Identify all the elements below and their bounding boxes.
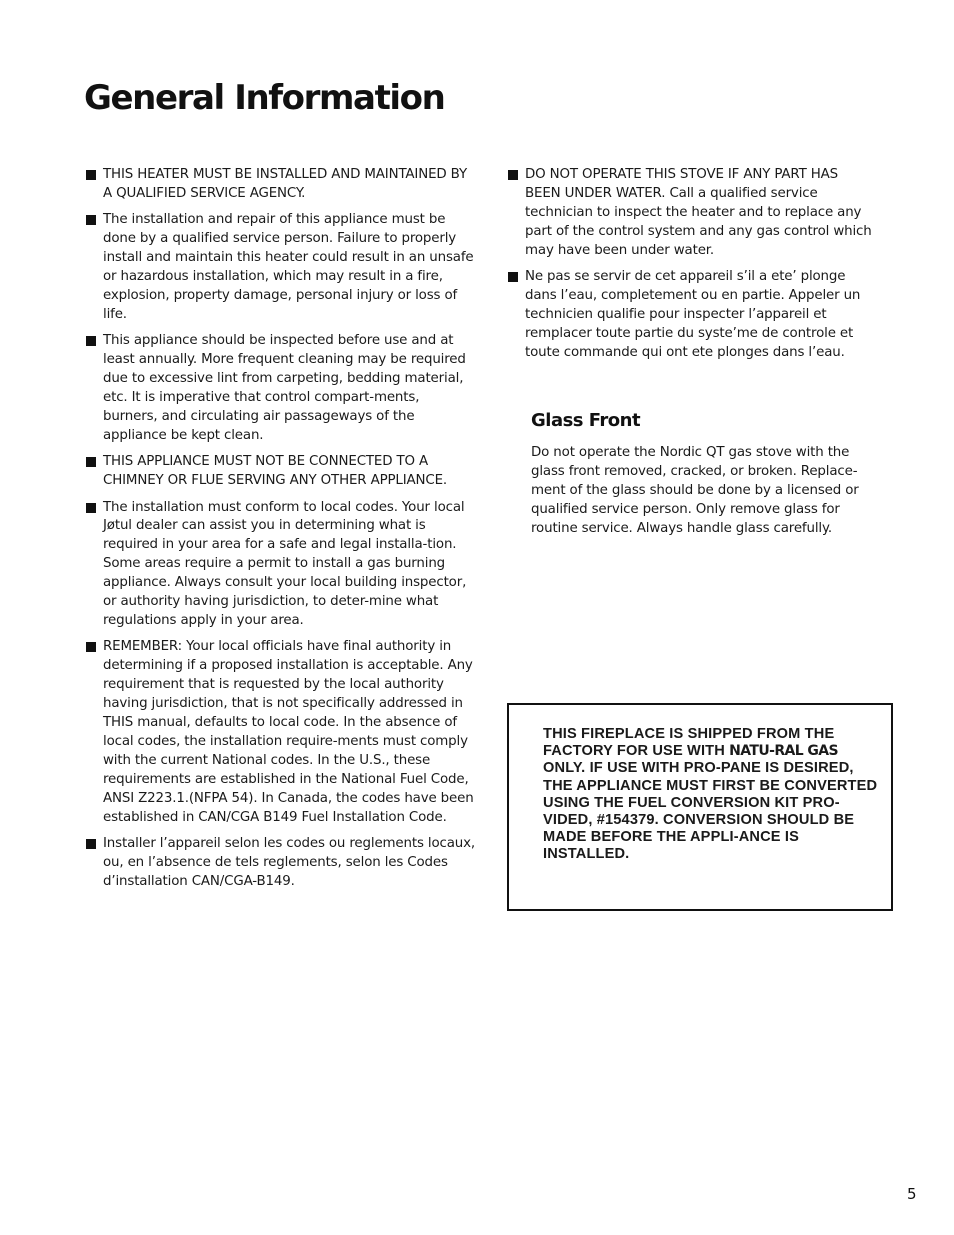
bullet-item [507,166,877,261]
bullet-item [85,166,477,204]
right-column [507,166,877,370]
bullet-item [85,211,477,324]
notice-text-after: ONLY. IF USE WITH PRO-PANE IS DESIRED, THE APPLIANCE MUST FIRST BE CONVERTED USING THE FUEL CONVERSION KIT PRO-VIDED, #154379. CONVERSION SHOULD BE MADE BEFORE THE APPLI-ANCE IS INSTALLED. [543,760,878,863]
square-bullet-icon [508,272,518,282]
left-bullet-list [85,166,477,892]
bullet-text: The installation must conform to local codes. Your local Jøtul dealer can assist you in determining what is required in your area for a safe and legal installa-tion. Some areas require a permit to install a gas burning appliance. Always consult your local building inspector, or authority having jurisdiction, to deter-mine what regulations apply in your area. [103,499,467,628]
right-bullet-list [507,166,877,363]
square-bullet-icon [86,457,96,467]
bullet-item [85,638,477,827]
bullet-text: This appliance should be inspected before use and at least annually. More frequent cleaning may be required due to excessive lint from carpeting, bedding material, etc. It is imperative that control compart-ments, burners, and circulating air passageways of the appliance be kept clean. [103,333,466,443]
bullet-item [85,453,477,491]
page-title: General Information [84,78,445,118]
natural-gas-notice-box [507,703,893,911]
glass-front-body: Do not operate the Nordic QT gas stove with the glass front removed, cracked, or broken. Replace-ment of the glass should be done by a licensed or qualified service person. Only remove glass for routine service. Always handle glass carefully. [531,445,859,536]
notice-text-before: THIS FIREPLACE IS SHIPPED FROM THE FACTORY FOR USE WITH [543,726,835,760]
bullet-text: THIS APPLIANCE MUST NOT BE CONNECTED TO A CHIMNEY OR FLUE SERVING ANY OTHER APPLIANCE. [103,454,448,489]
glass-front-heading: Glass Front [531,410,641,431]
bullet-text: Ne pas se servir de cet appareil s’il a ete’ plonge dans l’eau, completement ou en partie. Appeler un technicien qualifie pour inspecter l’appareil et remplacer toute partie du syste’me de controle et toute commande qui ont ete plonges dans l’eau. [525,269,861,360]
square-bullet-icon [86,336,96,346]
bullet-text: DO NOT OPERATE THIS STOVE IF ANY PART HAS BEEN UNDER WATER. Call a qualified service technician to inspect the heater and to replace any part of the control system and any gas control which may have been under water. [525,167,872,258]
bullet-text: Installer l’appareil selon les codes ou reglements locaux, ou, en l’absence de tels reglements, selon les Codes d’installation CAN/CGA-B149. [103,835,475,889]
notice-emphasis: NATU-RAL GAS [729,743,838,760]
left-column [85,166,477,899]
square-bullet-icon [86,170,96,180]
bullet-item [507,268,877,363]
page-number: 5 [907,1185,917,1203]
bullet-text: REMEMBER: Your local officials have final authority in determining if a proposed installation is acceptable. Any requirement that is requested by the local authority having jurisdiction, that is not specifically addressed in THIS manual, defaults to local code. In the absence of local codes, the installation require-ments must comply with the current National codes. In the U.S., these requirements are established in the National Fuel Code, ANSI Z223.1.(NFPA 54). In Canada, the codes have been established in CAN/CGA B149 Fuel Installation Code. [103,639,474,825]
square-bullet-icon [86,839,96,849]
bullet-item [85,332,477,445]
bullet-text: THIS HEATER MUST BE INSTALLED AND MAINTAINED BY A QUALIFIED SERVICE AGENCY. [103,167,468,201]
notice-text [543,726,879,864]
bullet-item [85,835,477,892]
bullet-text: The installation and repair of this appliance must be done by a qualified service person. Failure to properly install and maintain this heater could result in an unsafe or hazardous installation, which may result in a fire, explosion, property damage, personal injury or loss of life. [103,212,474,322]
square-bullet-icon [86,503,96,513]
square-bullet-icon [86,215,96,225]
square-bullet-icon [508,170,518,180]
square-bullet-icon [86,642,96,652]
bullet-item [85,499,477,631]
